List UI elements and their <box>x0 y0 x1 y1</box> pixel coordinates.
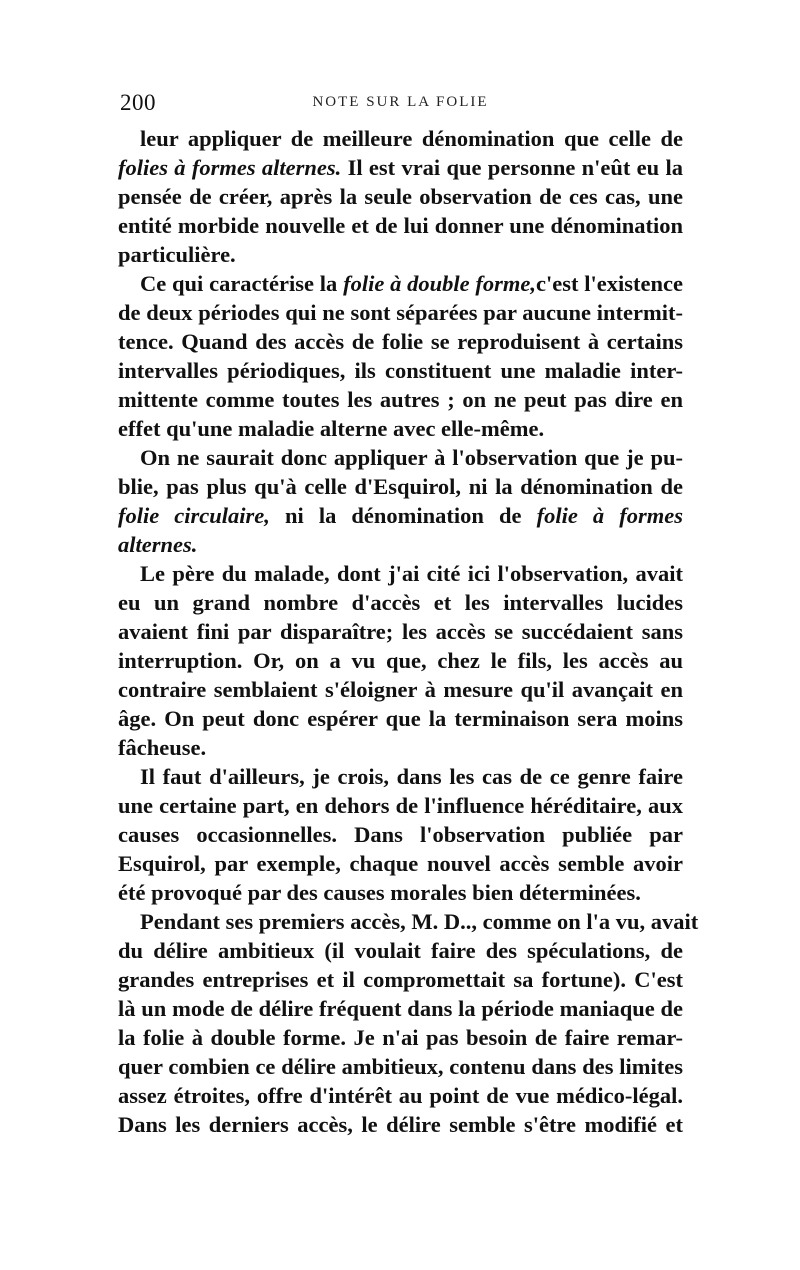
text-line <box>118 501 683 530</box>
text-segment: entité morbide nouvelle et de lui donner une dénomination <box>118 213 683 238</box>
paragraph <box>118 762 683 907</box>
text-segment: la folie à double forme. Je n'ai pas besoin de faire remar- <box>118 1025 683 1050</box>
text-segment: blie, pas plus qu'à celle d'Esquirol, ni la dénomination de <box>118 474 683 499</box>
italic-text: folies à formes alternes. <box>118 155 342 180</box>
text-segment: On ne saurait donc appliquer à l'observation que je pu- <box>140 445 683 470</box>
text-line <box>118 472 683 501</box>
text-line <box>118 994 683 1023</box>
text-line <box>118 211 683 240</box>
text-line <box>118 269 683 298</box>
text-segment: Pendant ses premiers accès, M. D.., comme on l'a vu, avait <box>140 909 699 934</box>
text-line <box>118 530 683 559</box>
italic-text: folie circulaire, <box>118 503 270 528</box>
page-header <box>118 90 683 120</box>
text-segment: eu un grand nombre d'accès et les intervalles lucides <box>118 590 683 615</box>
text-segment: grandes entreprises et il compromettait sa fortune). C'est <box>118 967 683 992</box>
text-segment: tence. Quand des accès de folie se reproduisent à certains <box>118 329 683 354</box>
text-segment: c'est l'existence <box>536 271 683 296</box>
text-line <box>118 182 683 211</box>
text-line <box>118 327 683 356</box>
text-line <box>118 878 683 907</box>
text-segment: fâcheuse. <box>118 735 207 760</box>
text-segment: Dans les derniers accès, le délire semble s'être modifié et <box>118 1112 683 1137</box>
text-segment: Il est vrai que personne n'eût eu la <box>341 155 683 180</box>
text-segment: ni la dénomination de <box>269 503 537 528</box>
text-line <box>118 1023 683 1052</box>
text-line <box>118 791 683 820</box>
text-line <box>118 733 683 762</box>
text-segment: Ce qui caractérise la <box>140 271 344 296</box>
paragraph <box>118 443 683 559</box>
body-text <box>118 124 699 1139</box>
page-number: 200 <box>120 90 156 115</box>
italic-text: folie à formes <box>536 503 683 528</box>
text-line <box>118 849 683 878</box>
text-segment: été provoqué par des causes morales bien déterminées. <box>118 880 641 905</box>
text-segment: pensée de créer, après la seule observation de ces cas, une <box>118 184 683 209</box>
text-line <box>118 675 683 704</box>
paragraph <box>118 907 699 1139</box>
text-line <box>118 356 683 385</box>
text-line <box>118 414 683 443</box>
text-segment: âge. On peut donc espérer que la terminaison sera moins <box>118 706 683 731</box>
text-segment: Il faut d'ailleurs, je crois, dans les cas de ce genre faire <box>140 764 683 789</box>
text-line <box>118 124 683 153</box>
text-segment: causes occasionnelles. Dans l'observation publiée par <box>118 822 683 847</box>
text-line <box>118 559 683 588</box>
text-line <box>118 704 683 733</box>
text-segment: mittente comme toutes les autres ; on ne peut pas dire en <box>118 387 683 412</box>
text-segment: assez étroites, offre d'intérêt au point de vue médico-légal. <box>118 1083 683 1108</box>
italic-text: alternes. <box>118 532 198 557</box>
paragraph <box>118 269 683 443</box>
text-line <box>118 965 683 994</box>
text-line <box>118 762 683 791</box>
text-segment: avaient fini par disparaître; les accès se succédaient sans <box>118 619 683 644</box>
text-segment: particulière. <box>118 242 236 267</box>
text-segment: contraire semblaient s'éloigner à mesure qu'il avançait en <box>118 677 683 702</box>
text-segment: de deux périodes qui ne sont séparées par aucune intermit- <box>118 300 683 325</box>
text-line <box>118 646 683 675</box>
text-line <box>118 1110 683 1139</box>
text-segment: Le père du malade, dont j'ai cité ici l'observation, avait <box>140 561 683 586</box>
text-line <box>118 936 683 965</box>
italic-text: folie à double forme, <box>343 271 537 296</box>
text-segment: interruption. Or, on a vu que, chez le fils, les accès au <box>118 648 683 673</box>
text-segment: une certaine part, en dehors de l'influence héréditaire, aux <box>118 793 683 818</box>
text-segment: Esquirol, par exemple, chaque nouvel accès semble avoir <box>118 851 683 876</box>
text-line <box>118 907 699 936</box>
text-segment: effet qu'une maladie alterne avec elle-même. <box>118 416 545 441</box>
text-line <box>118 1052 683 1081</box>
text-segment: là un mode de délire fréquent dans la période maniaque de <box>118 996 683 1021</box>
text-line <box>118 385 683 414</box>
text-line <box>118 443 683 472</box>
text-line <box>118 240 683 269</box>
running-title: NOTE SUR LA FOLIE <box>312 94 489 110</box>
text-line <box>118 617 683 646</box>
text-line <box>118 588 683 617</box>
text-line <box>118 153 683 182</box>
text-line <box>118 820 683 849</box>
text-segment: du délire ambitieux (il voulait faire des spéculations, de <box>118 938 683 963</box>
text-segment: intervalles périodiques, ils constituent une maladie inter- <box>118 358 683 383</box>
text-segment: leur appliquer de meilleure dénomination que celle de <box>140 126 683 151</box>
text-line <box>118 1081 683 1110</box>
paragraph <box>118 124 683 269</box>
text-segment: quer combien ce délire ambitieux, contenu dans des limites <box>118 1054 683 1079</box>
paragraph <box>118 559 683 762</box>
text-line <box>118 298 683 327</box>
